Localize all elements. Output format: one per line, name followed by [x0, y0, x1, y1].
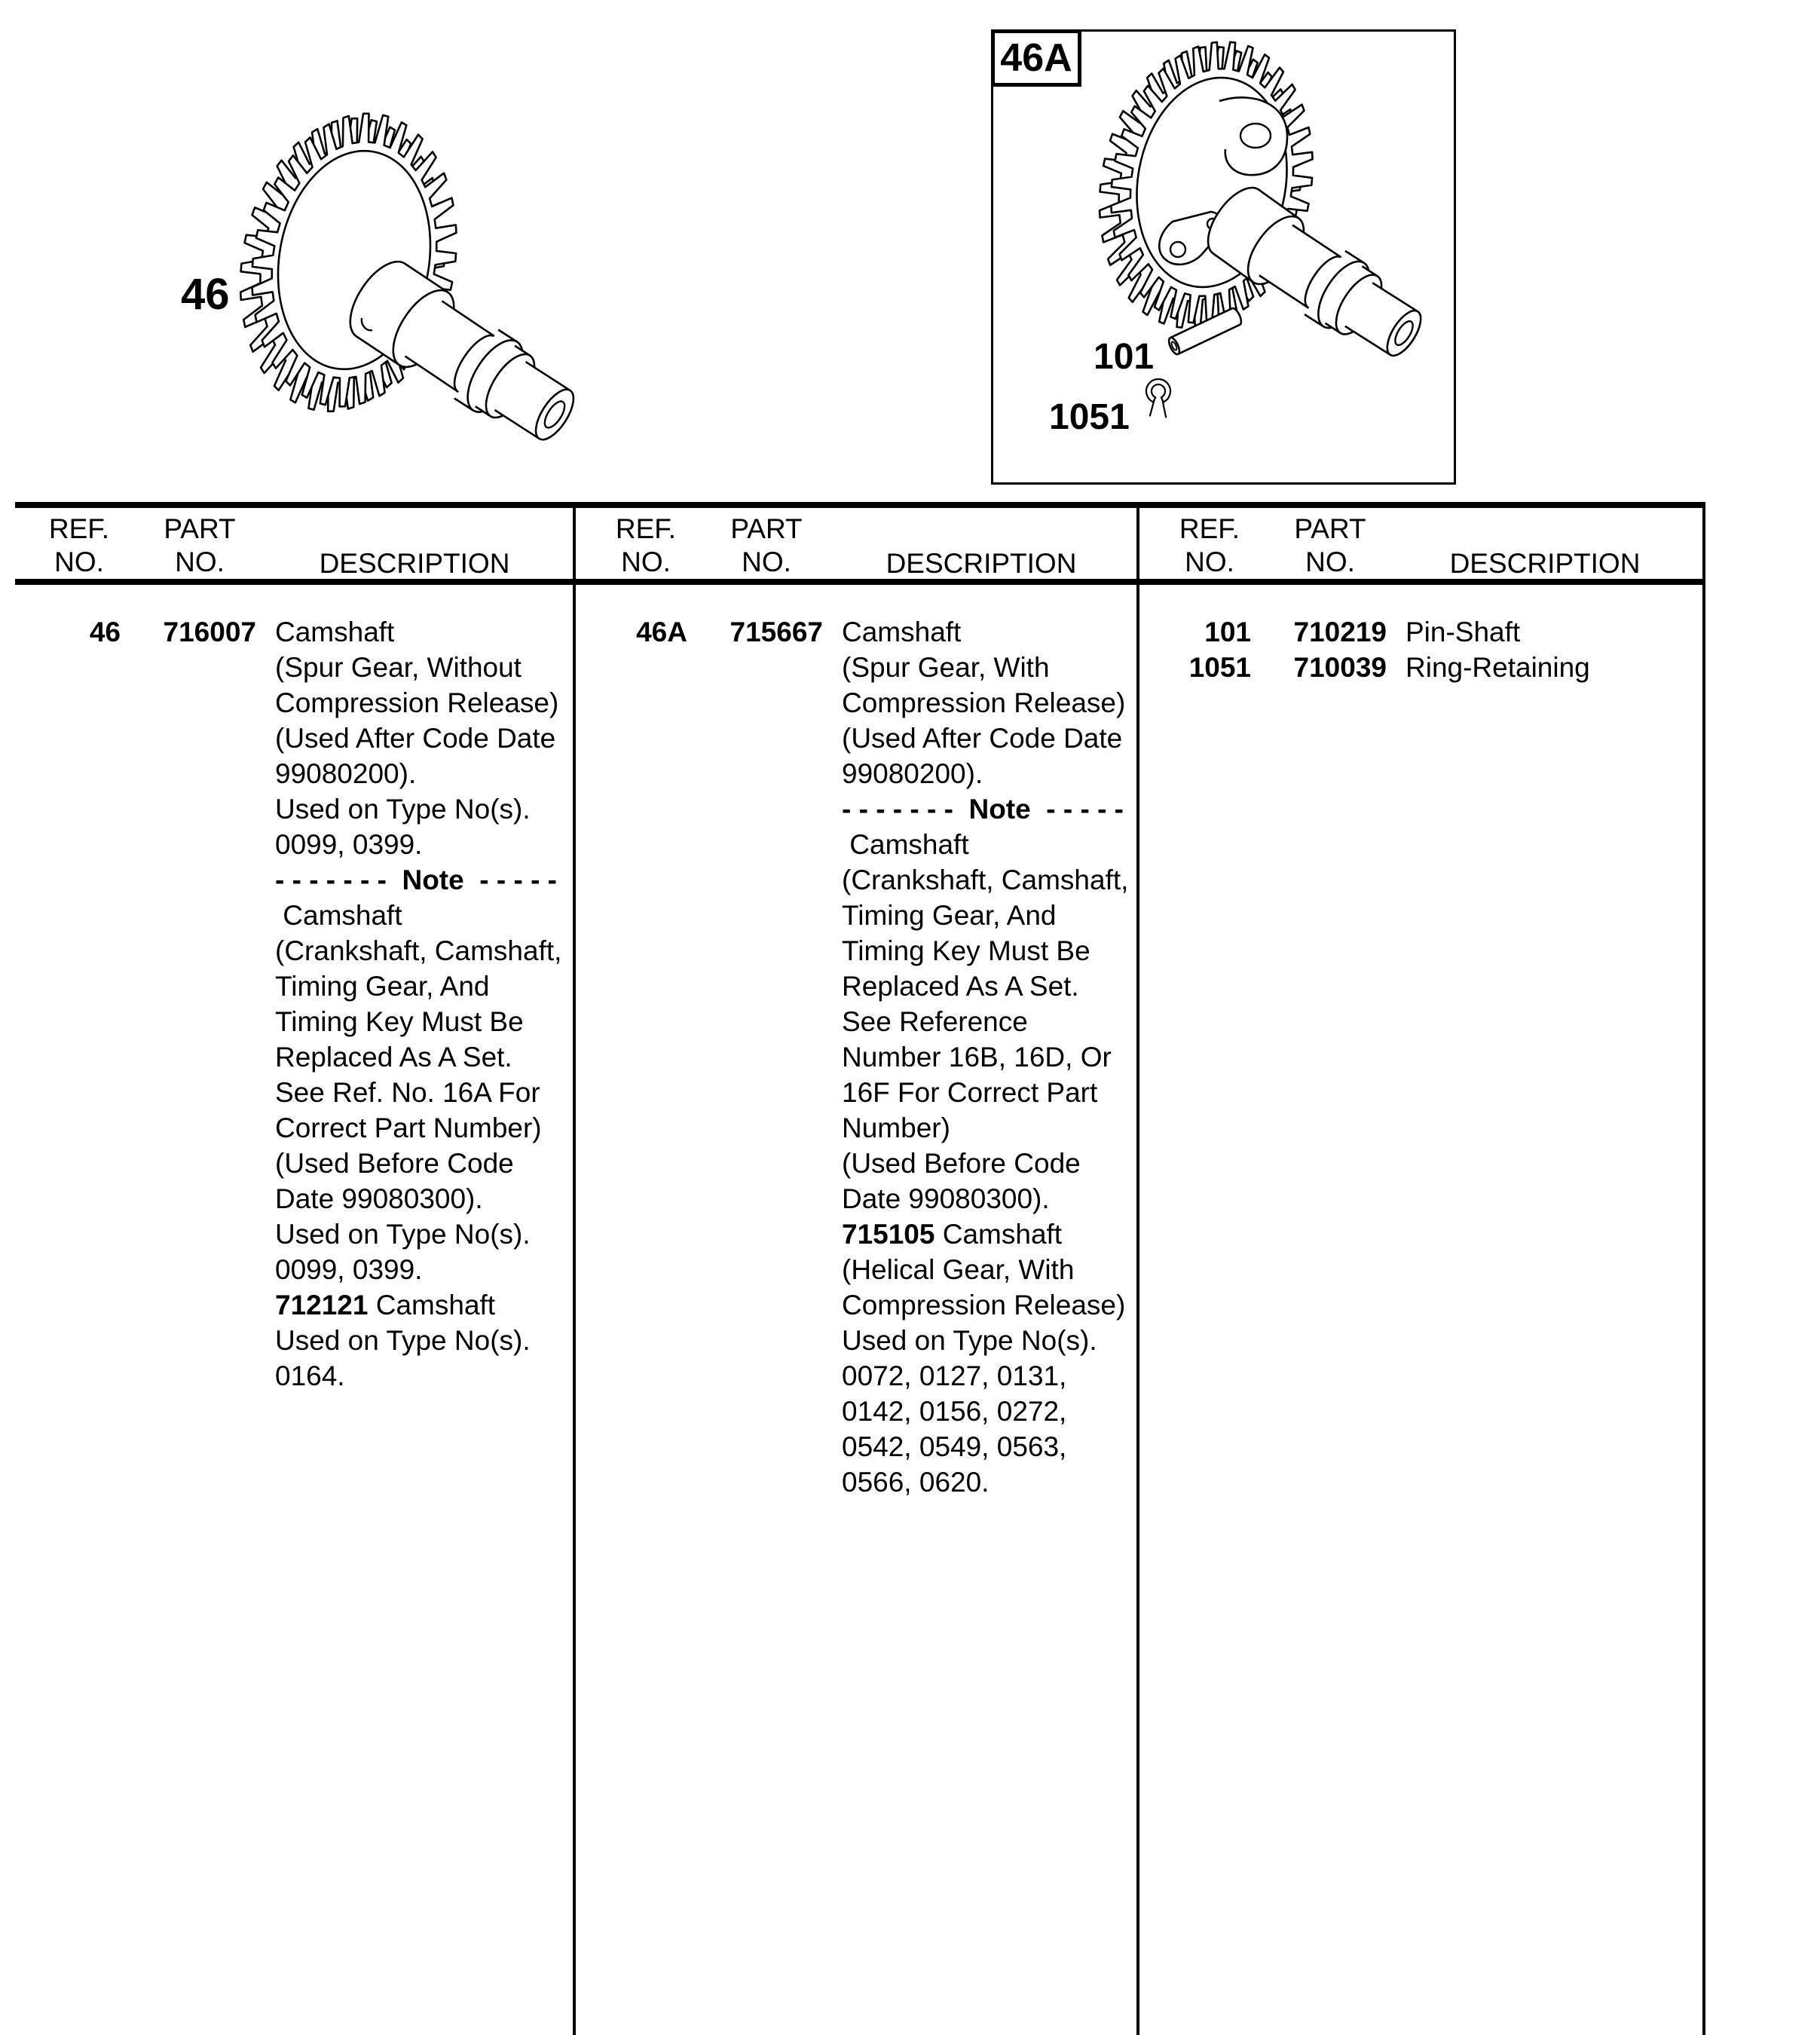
description-line: Correct Part Number) [275, 1112, 542, 1143]
description-header: DESCRIPTION [886, 548, 1077, 579]
column-1-header [15, 506, 573, 582]
ref-no-header: REF. NO. [1179, 513, 1240, 577]
description-cell [1406, 650, 1703, 685]
retaining-ring-illustration [1146, 379, 1170, 418]
part-no-header: PART NO. [1294, 513, 1366, 577]
part-no-header: PART NO. [730, 513, 803, 577]
column-3-header [1146, 506, 1703, 582]
description-line: Date 99080300). [842, 1183, 1050, 1214]
description-line: 715105 Camshaft [842, 1219, 1063, 1250]
description-line: (Used After Code Date [275, 723, 556, 754]
part-no-cell: 710219 [1293, 617, 1387, 647]
description-line: Compression Release) [842, 1290, 1126, 1320]
description-line: (Used Before Code [842, 1148, 1081, 1179]
table-column-2 [582, 506, 1139, 1500]
ref-no-cell: 101 [1204, 617, 1251, 647]
description-line: Used on Type No(s). [275, 1325, 531, 1356]
description-line: 0542, 0549, 0563, [842, 1431, 1067, 1462]
table-entry [1146, 650, 1703, 685]
description-line: 0164. [275, 1360, 345, 1391]
description-header: DESCRIPTION [319, 548, 510, 579]
column-2-body [582, 614, 1139, 1500]
description-line: - - - - - - - Note - - - - - [275, 864, 557, 895]
table-divider-1 [573, 502, 576, 2035]
description-line: Compression Release) [275, 687, 559, 718]
description-line: 0566, 0620. [842, 1467, 990, 1498]
description-line: (Crankshaft, Camshaft, [275, 935, 562, 966]
ref-no-cell: 1051 [1188, 652, 1251, 683]
description-line: Number) [842, 1112, 950, 1143]
description-line: Camshaft [842, 617, 962, 647]
description-line: 0142, 0156, 0272, [842, 1396, 1067, 1427]
ref-no-cell: 46A [636, 617, 687, 647]
description-line: 0099, 0399. [275, 829, 423, 860]
table-entry [582, 614, 1139, 1500]
description-line: Replaced As A Set. [842, 971, 1079, 1002]
description-line: See Reference [842, 1006, 1028, 1037]
description-line: (Helical Gear, With [842, 1254, 1075, 1285]
description-line: Used on Type No(s). [275, 794, 531, 825]
description-line: Camshaft [842, 829, 969, 860]
description-line: Timing Key Must Be [842, 935, 1090, 966]
part-no-cell: 716007 [163, 617, 256, 647]
description-line: 0099, 0399. [275, 1254, 423, 1285]
description-header: DESCRIPTION [1449, 548, 1641, 579]
ref-no-header: REF. NO. [48, 513, 110, 577]
description-line: Timing Key Must Be [275, 1006, 524, 1037]
figure-46a-tag: 46A [991, 29, 1081, 87]
table-right-border [1702, 502, 1705, 2035]
description-line: Used on Type No(s). [275, 1219, 531, 1250]
ref-no-cell: 46 [89, 617, 121, 647]
table-column-3 [1146, 506, 1703, 685]
ring-ref-label: 1051 [1049, 397, 1130, 437]
pin-ref-label: 101 [1094, 337, 1155, 377]
description-line: Timing Gear, And [275, 971, 490, 1002]
description-line: (Used After Code Date [842, 723, 1123, 754]
part-no-cell: 710039 [1293, 652, 1387, 683]
description-line: 16F For Correct Part [842, 1077, 1098, 1108]
description-line: Date 99080300). [275, 1183, 483, 1214]
column-2-header [582, 506, 1139, 582]
part-no-cell: 715667 [730, 617, 823, 647]
description-line: Used on Type No(s). [842, 1325, 1097, 1356]
description-line: Timing Gear, And [842, 900, 1057, 931]
figure-46a-box [991, 29, 1456, 485]
description-line: 99080200). [842, 758, 983, 789]
description-line: Replaced As A Set. [275, 1042, 512, 1073]
description-line: See Ref. No. 16A For [275, 1077, 540, 1108]
description-cell [842, 614, 1139, 1500]
description-line: Ring-Retaining [1406, 652, 1590, 683]
column-1-body [15, 614, 573, 1394]
column-3-body [1146, 614, 1703, 685]
table-column-1 [15, 506, 573, 1394]
description-line: (Spur Gear, With [842, 652, 1050, 683]
description-cell [1406, 614, 1703, 650]
description-line: Number 16B, 16D, Or [842, 1042, 1112, 1073]
figure-46-label: 46 [181, 270, 230, 319]
description-line: 0072, 0127, 0131, [842, 1360, 1067, 1391]
description-cell [275, 614, 573, 1394]
table-entry [15, 614, 573, 1394]
table-entry [1146, 614, 1703, 650]
description-line: - - - - - - - Note - - - - - [842, 794, 1124, 825]
description-line: (Used Before Code [275, 1148, 514, 1179]
description-line: 99080200). [275, 758, 417, 789]
description-line: Compression Release) [842, 687, 1126, 718]
description-line: 712121 Camshaft [275, 1290, 496, 1320]
part-no-header: PART NO. [164, 513, 236, 577]
description-line: Camshaft [275, 900, 402, 931]
camshaft-46-illustration [136, 75, 618, 482]
description-line: Pin-Shaft [1406, 617, 1521, 647]
description-line: (Crankshaft, Camshaft, [842, 864, 1129, 895]
description-line: (Spur Gear, Without [275, 652, 522, 683]
description-line: Camshaft [275, 617, 395, 647]
ref-no-header: REF. NO. [615, 513, 677, 577]
